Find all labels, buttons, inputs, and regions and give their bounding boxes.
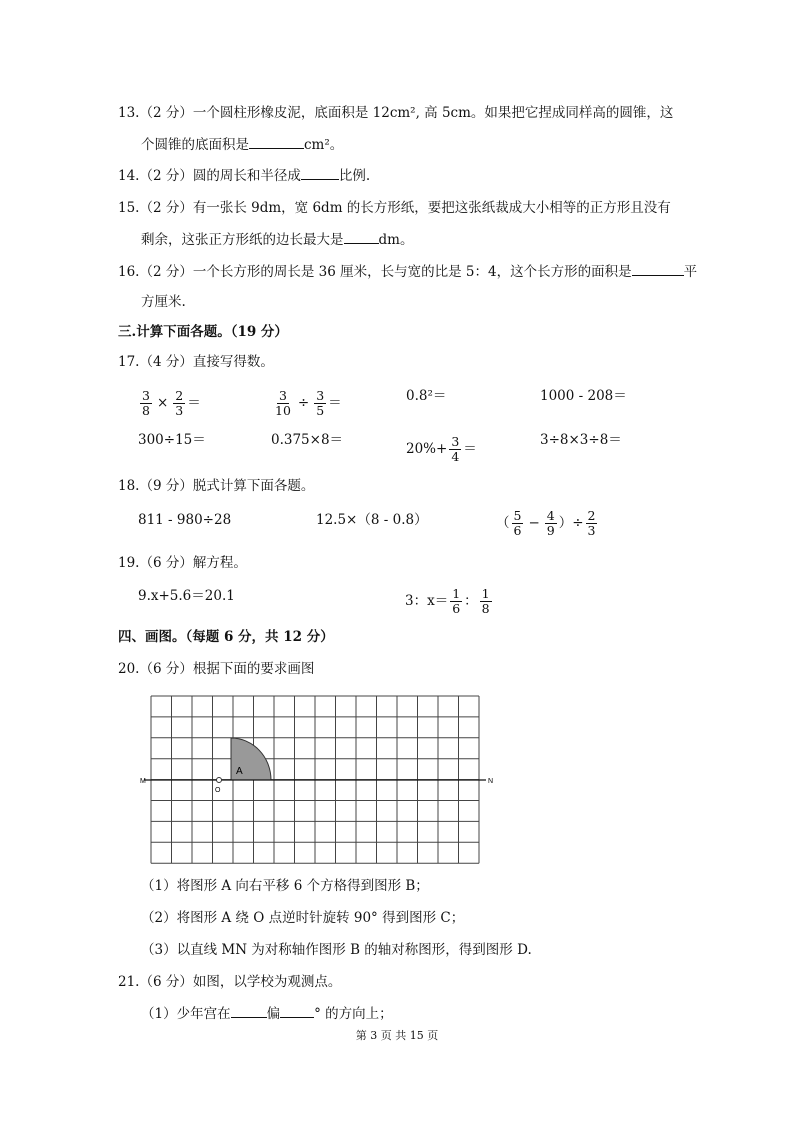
q17-expr2: $\frac{3}{10}$ ÷ $\frac{3}{5}$ ＝ [275, 388, 342, 418]
section3-heading: 三.计算下面各题。（19 分） [118, 324, 288, 340]
q13-line2-pre: 个圆锥的底面积是 [141, 137, 249, 153]
q20-item3: （3）以直线 MN 为对称轴作图形 B 的轴对称图形，得到图形 D. [141, 942, 532, 958]
q17-expr5: 300÷15＝ [138, 432, 206, 448]
label-o: O [215, 787, 221, 794]
q14-post: 比例. [338, 168, 371, 184]
q17-expr3: 0.8²＝ [406, 388, 447, 404]
q17-expr1: $\frac{3}{8}$ × $\frac{2}{3}$ ＝ [142, 388, 201, 418]
q17-expr7: 20%+ $\frac{3}{4}$ ＝ [406, 434, 477, 464]
grid-svg [140, 692, 500, 867]
q17-expr8: 3÷8×3÷8＝ [540, 432, 622, 448]
q21-title: 21.（6 分）如图，以学校为观测点。 [118, 974, 342, 990]
q14-line [118, 165, 370, 186]
q21-angle-blank[interactable] [280, 1003, 314, 1018]
frac: $\frac{3}{8}$ [142, 388, 150, 418]
q20-grid-figure [140, 692, 500, 867]
q13-line2-post: cm²。 [304, 137, 344, 153]
frac: $\frac{1}{6}$ [452, 586, 461, 616]
page-footer: 第 3 页 共 15 页 [355, 1029, 439, 1042]
q19-title: 19.（6 分）解方程。 [118, 555, 247, 571]
q20-item2: （2）将图形 A 绕 O 点逆时针旋转 90° 得到图形 C； [141, 910, 465, 926]
q15-line2-pre: 剩余，这张正方形纸的边长最大是 [141, 232, 344, 248]
point-o [217, 778, 222, 783]
q20-title: 20.（6 分）根据下面的要求画图 [118, 661, 315, 677]
q15-line2 [141, 229, 413, 250]
label-n: N [488, 778, 494, 785]
q19-expr2: 3：x＝ $\frac{1}{6}$ ： $\frac{1}{8}$ [405, 586, 490, 616]
q18-title: 18.（9 分）脱式计算下面各题。 [118, 478, 315, 494]
frac: $\frac{3}{4}$ [451, 434, 460, 464]
q15-line2-post: dm。 [378, 232, 414, 248]
q16-line1-post: 平 [683, 264, 698, 280]
label-a: A [236, 766, 243, 777]
q21-item1: （1）少年宫在 偏 ° 的方向上； [141, 1003, 393, 1024]
q13-answer-blank[interactable] [249, 134, 304, 149]
q17-expr6: 0.375×8＝ [271, 432, 344, 448]
q16-line1 [118, 261, 697, 282]
frac: $\frac{4}{9}$ [546, 508, 555, 538]
q18-expr2: 12.5×（8 - 0.8） [316, 512, 428, 528]
q16-answer-blank[interactable] [632, 261, 684, 276]
frac: $\frac{3}{10}$ [275, 388, 291, 418]
q21-direction-blank[interactable] [231, 1003, 267, 1018]
q16-line1-pre: 16.（2 分）一个长方形的周长是 36 厘米，长与宽的比是 5：4，这个长方形的面积是 [118, 264, 632, 280]
q19-expr1: 9.x+5.6＝20.1 [138, 588, 235, 604]
q15-line1: 15.（2 分）有一张长 9dm，宽 6dm 的长方形纸，要把这张纸裁成大小相等的正方形且没有 [118, 200, 671, 216]
frac: $\frac{3}{5}$ [316, 388, 325, 418]
q15-answer-blank[interactable] [344, 229, 379, 244]
label-m: M [140, 778, 146, 785]
q18-expr1: 811 - 980÷28 [138, 512, 232, 528]
q14-pre: 14.（2 分）圆的周长和半径成 [118, 168, 301, 184]
q16-line2: 方厘米. [141, 294, 186, 310]
q13-line1: 13.（2 分）一个圆柱形橡皮泥，底面积是 12cm², 高 5cm。如果把它捏成同样高的圆锥，这 [118, 105, 674, 121]
frac: $\frac{1}{8}$ [481, 586, 490, 616]
q17-title: 17.（4 分）直接写得数。 [118, 354, 274, 370]
q20-item1: （1）将图形 A 向右平移 6 个方格得到图形 B； [141, 878, 429, 894]
section4-heading: 四、画图。（每题 6 分，共 12 分） [118, 629, 334, 645]
frac: $\frac{2}{3}$ [587, 508, 596, 538]
q14-answer-blank[interactable] [301, 165, 339, 180]
q13-line2 [141, 134, 343, 155]
frac: $\frac{2}{3}$ [175, 388, 184, 418]
frac: $\frac{5}{6}$ [513, 508, 522, 538]
q18-expr3: （ $\frac{5}{6}$ − $\frac{4}{9}$ ）÷ $\frac{2}{3}$ [496, 508, 596, 538]
q17-expr4: 1000 - 208＝ [540, 388, 627, 404]
